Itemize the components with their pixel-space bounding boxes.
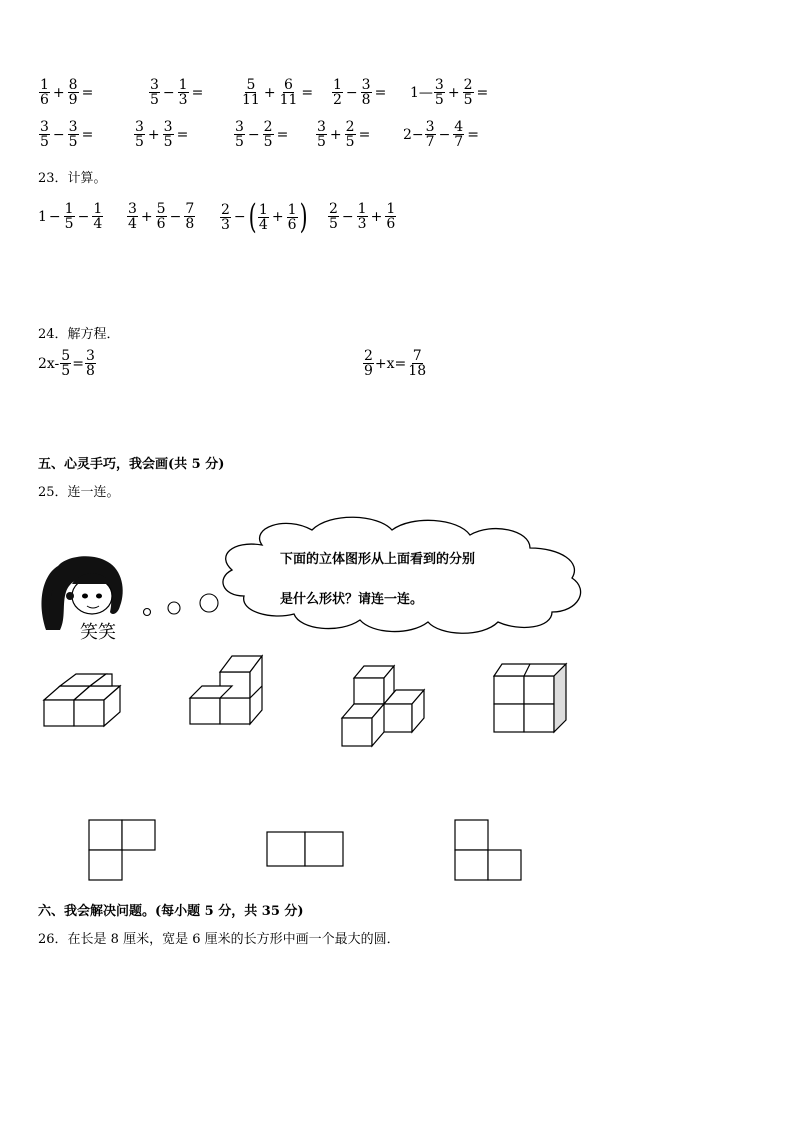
calc-row-1-item-5: 1— $\frac{3}{5}$ + $\frac{2}{5}$ = [410, 77, 489, 108]
fraction: $\frac{8}{9}$ [68, 77, 78, 108]
q23-title: 23．计算。 [38, 171, 107, 186]
cloud-line-2: 是什么形状？请连一连。 [280, 592, 424, 607]
q26-text: 26．在长是 8 厘米，宽是 6 厘米的长方形中画一个最大的圆． [38, 932, 400, 947]
q25-title: 25．连一连。 [38, 485, 120, 500]
girl-name-label: 笑笑 [80, 622, 116, 643]
calc-row-2-item-5: 2− $\frac{3}{7}$ − $\frac{4}{7}$ = [403, 119, 479, 150]
q23-expr-2: $\frac{3}{4}$ + $\frac{5}{6}$ − $\frac{7}{8}$ [128, 201, 195, 232]
top-view-2 [267, 832, 343, 866]
calc-row-2-item-4: $\frac{3}{5}$ + $\frac{2}{5}$ = [317, 119, 371, 150]
calc-row-1: $\frac{1}{6}$ + $\frac{8}{9}$ = [40, 77, 94, 108]
calc-row-2-item-3: $\frac{3}{5}$ − $\frac{2}{5}$ = [235, 119, 289, 150]
calc-row-1-item-4: $\frac{1}{2}$ − $\frac{3}{8}$ = [333, 77, 387, 108]
q24-title: 24．解方程． [38, 327, 120, 342]
q23-expr-3: $\frac{2}{3}$ − ( $\frac{1}{4}$ + $\frac{1}{6}$ ) [221, 197, 308, 237]
calc-row-2-item-2: $\frac{3}{5}$ + $\frac{3}{5}$ = [135, 119, 189, 150]
q23-expr-1: 1 − $\frac{1}{5}$ − $\frac{1}{4}$ [38, 201, 103, 232]
calc-row-2-item-1: $\frac{3}{5}$ − $\frac{3}{5}$ = [40, 119, 94, 150]
section-5-heading: 五、心灵手巧，我会画(共 5 分) [38, 457, 225, 472]
top-view-1 [89, 820, 155, 880]
q24-equation-2: $\frac{2}{9}$ +x= $\frac{7}{18}$ [364, 348, 427, 379]
q24-equation-1: 2x- $\frac{5}{5}$ = $\frac{3}{8}$ [38, 348, 95, 379]
calc-row-1-item-2: $\frac{3}{5}$ − $\frac{1}{3}$ = [150, 77, 204, 108]
q23-expr-4: $\frac{2}{5}$ − $\frac{1}{3}$ + $\frac{1}{6}$ [329, 201, 396, 232]
cloud-line-1: 下面的立体图形从上面看到的分别 [280, 552, 476, 567]
fraction: $\frac{1}{6}$ [40, 77, 49, 108]
top-view-3 [455, 820, 521, 880]
calc-row-1-item-3: $\frac{5}{11}$ + $\frac{6}{11}$ = [242, 77, 314, 108]
section-6-heading: 六、我会解决问题。(每小题 5 分，共 35 分) [38, 904, 304, 919]
